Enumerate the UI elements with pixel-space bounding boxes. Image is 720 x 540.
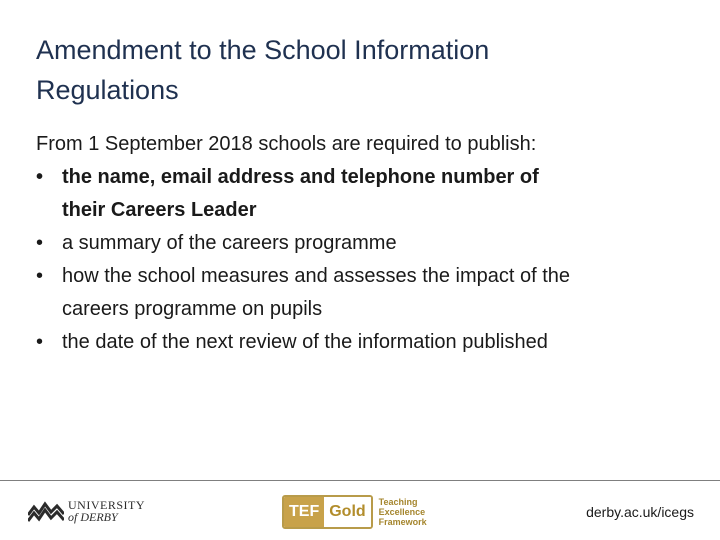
slide-body: [36, 128, 696, 359]
bullet-list: [36, 161, 696, 359]
bullet-item: [36, 227, 696, 260]
bullet-text-line1: how the school measures and assesses the impact of the: [62, 265, 571, 287]
slide-title-line2: Regulations: [36, 75, 179, 105]
tef-gold-label: Gold: [324, 497, 370, 527]
bullet-item: [36, 260, 696, 326]
slide-title: [36, 30, 676, 110]
derby-logo-icon: [28, 499, 64, 523]
tef-label: TEF: [284, 497, 324, 527]
intro-text: From 1 September 2018 schools are required to publish:: [36, 133, 537, 155]
bullet-text-line1: a summary of the careers programme: [62, 232, 397, 254]
bullet-marker: •: [36, 232, 44, 254]
bullet-item: [36, 326, 696, 359]
tef-gold-logo: [282, 495, 427, 529]
bullet-item: [36, 161, 696, 227]
tef-word-excellence: Excellence: [378, 507, 426, 517]
university-wordmark: [68, 499, 145, 523]
university-wordmark-line1: UNIVERSITY: [68, 498, 145, 512]
bullet-marker: •: [36, 265, 44, 287]
bullet-text-line1: the date of the next review of the information published: [62, 331, 548, 353]
footer-url: derby.ac.uk/icegs: [586, 504, 694, 520]
bullet-marker: •: [36, 331, 44, 353]
university-logo: [28, 497, 145, 525]
slide-title-line1: Amendment to the School Information: [36, 35, 490, 65]
footer-divider: [0, 480, 720, 481]
tef-words: [379, 497, 427, 527]
university-wordmark-line2: of DERBY: [68, 510, 118, 524]
bullet-text-line2: their Careers Leader: [62, 199, 257, 221]
bullet-marker: •: [36, 166, 44, 188]
bullet-text-line2: careers programme on pupils: [62, 298, 323, 320]
tef-badge: [282, 495, 373, 529]
bullet-text-line1: the name, email address and telephone number of: [62, 166, 539, 188]
tef-word-framework: Framework: [378, 517, 427, 527]
tef-word-teaching: Teaching: [378, 497, 418, 507]
